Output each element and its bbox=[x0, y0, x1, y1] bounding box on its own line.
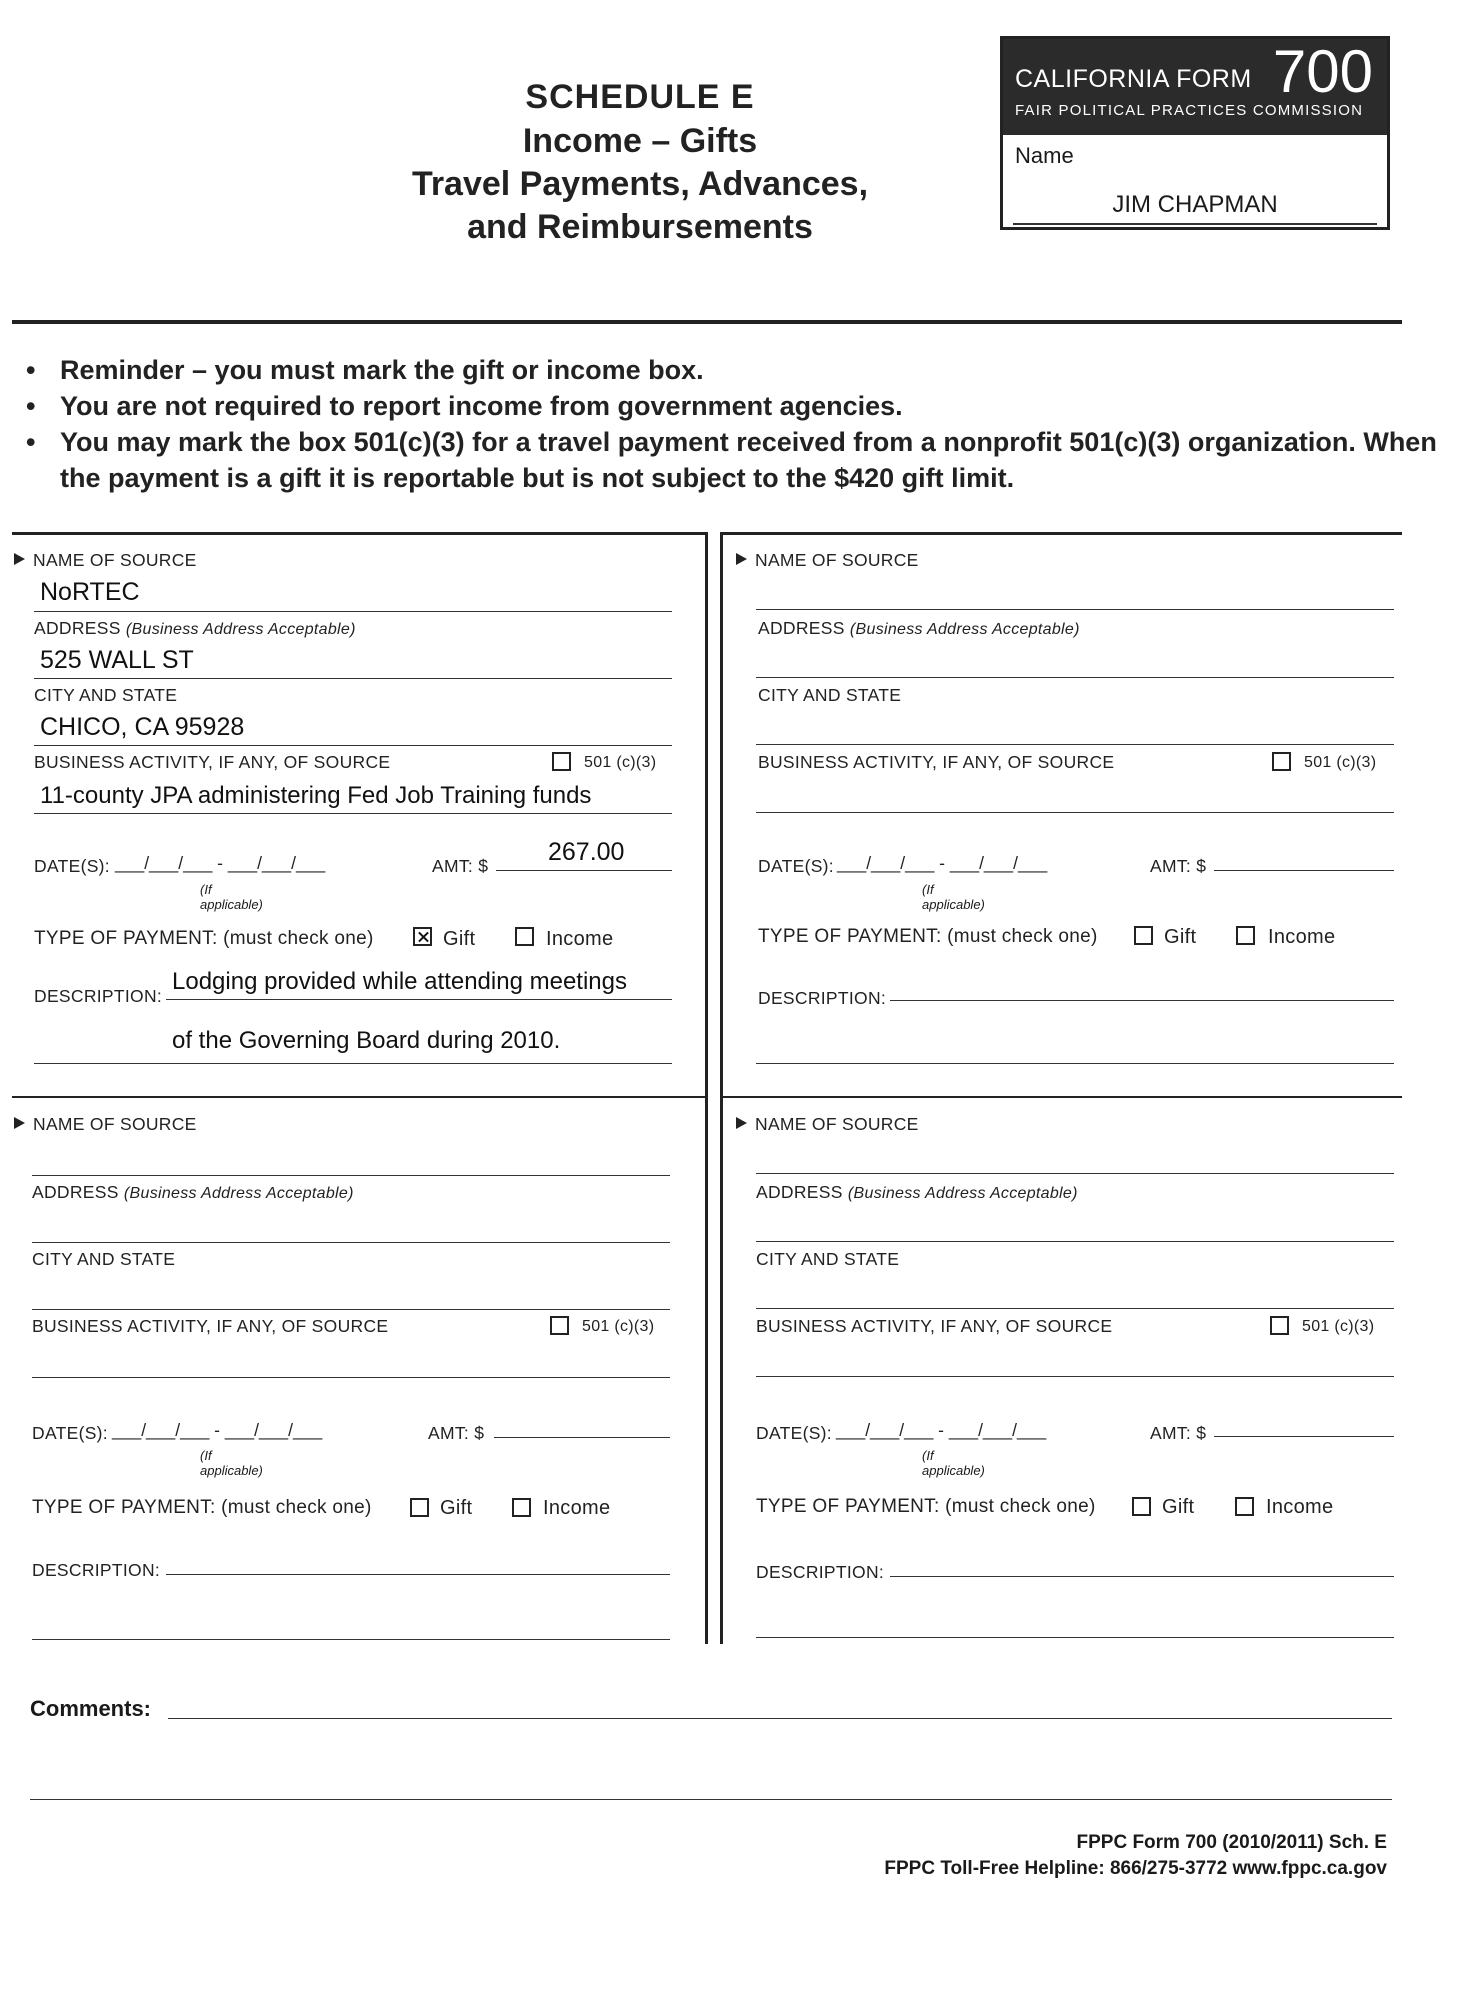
501c3-label: 501 (c)(3) bbox=[582, 1318, 655, 1335]
field-underline bbox=[32, 1639, 670, 1640]
field-underline bbox=[890, 1576, 1394, 1577]
field-underline bbox=[756, 1308, 1394, 1309]
dates-label: DATE(S): bbox=[34, 856, 110, 876]
form-label: CALIFORNIA FORM bbox=[1015, 65, 1252, 93]
gift-label: Gift bbox=[440, 1497, 473, 1519]
name-of-source-label: NAME OF SOURCE bbox=[736, 550, 919, 571]
dates-field[interactable]: ___/___/___ - ___/___/___ bbox=[115, 853, 326, 873]
filer-name-field[interactable]: JIM CHAPMAN bbox=[1112, 191, 1278, 218]
field-underline bbox=[32, 1175, 670, 1176]
address-field[interactable]: 525 WALL ST bbox=[40, 646, 194, 674]
amount-label: AMT: $ bbox=[1150, 856, 1207, 876]
type-of-payment-label: TYPE OF PAYMENT: (must check one) bbox=[34, 928, 374, 949]
filer-name-label: Name bbox=[1015, 143, 1074, 168]
if-applicable-note: (If applicable) bbox=[922, 882, 985, 912]
instructions-list bbox=[22, 352, 1442, 496]
field-underline bbox=[166, 1574, 670, 1575]
business-activity-label: BUSINESS ACTIVITY, IF ANY, OF SOURCE bbox=[32, 1316, 389, 1336]
arrow-icon bbox=[14, 1117, 25, 1129]
field-underline bbox=[32, 1309, 670, 1310]
type-of-payment-label: TYPE OF PAYMENT: (must check one) bbox=[32, 1497, 372, 1518]
city-state-label: CITY AND STATE bbox=[756, 1249, 900, 1269]
income-label: Income bbox=[543, 1497, 611, 1519]
description-line-2[interactable]: of the Governing Board during 2010. bbox=[172, 1027, 561, 1054]
description-label: DESCRIPTION: bbox=[32, 1560, 161, 1580]
field-underline bbox=[34, 611, 672, 612]
description-label: DESCRIPTION: bbox=[756, 1562, 885, 1582]
income-label: Income bbox=[1266, 1496, 1334, 1518]
dates-field[interactable]: ___/___/___ - ___/___/___ bbox=[836, 1420, 1047, 1440]
form-footer-id: FPPC Form 700 (2010/2011) Sch. E bbox=[1076, 1832, 1387, 1853]
field-underline bbox=[1214, 1436, 1394, 1437]
field-underline bbox=[34, 813, 672, 814]
grid-right-divider bbox=[720, 532, 723, 1644]
address-label: ADDRESS (Business Address Acceptable) bbox=[32, 1182, 354, 1202]
business-activity-label: BUSINESS ACTIVITY, IF ANY, OF SOURCE bbox=[34, 752, 391, 772]
instruction-item: • You may mark the box 501(c)(3) for a travel payment received from a nonprofit 501(c)(3) organization. When the payment is a gift it is reportable but is not subject to the $420 gift limit. bbox=[22, 424, 1442, 496]
description-label: DESCRIPTION: bbox=[34, 986, 163, 1006]
501c3-label: 501 (c)(3) bbox=[1302, 1318, 1375, 1335]
grid-left-divider bbox=[705, 532, 708, 1644]
dates-label: DATE(S): bbox=[32, 1423, 108, 1443]
field-underline bbox=[756, 1173, 1394, 1174]
field-underline bbox=[890, 1000, 1394, 1001]
dates-field[interactable]: ___/___/___ - ___/___/___ bbox=[112, 1420, 323, 1440]
field-underline bbox=[756, 812, 1394, 813]
field-underline bbox=[756, 1376, 1394, 1377]
gift-label: Gift bbox=[1164, 926, 1197, 948]
arrow-icon bbox=[736, 553, 747, 565]
header-divider bbox=[12, 320, 1402, 324]
schedule-title: SCHEDULE E bbox=[525, 78, 755, 116]
comments-field-line-2[interactable] bbox=[30, 1799, 1392, 1800]
description-label: DESCRIPTION: bbox=[758, 988, 887, 1008]
amount-label: AMT: $ bbox=[432, 856, 489, 876]
income-label: Income bbox=[546, 928, 614, 950]
grid-middle-left-rule bbox=[12, 1096, 705, 1098]
business-activity-label: BUSINESS ACTIVITY, IF ANY, OF SOURCE bbox=[758, 752, 1115, 772]
501c3-label: 501 (c)(3) bbox=[1304, 754, 1377, 771]
income-checkbox[interactable] bbox=[512, 1498, 531, 1517]
dates-label: DATE(S): bbox=[756, 1423, 832, 1443]
gift-checkbox[interactable] bbox=[413, 927, 432, 946]
field-underline bbox=[34, 745, 672, 746]
amount-field[interactable]: 267.00 bbox=[548, 838, 625, 866]
dates-label: DATE(S): bbox=[758, 856, 834, 876]
grid-top-right-rule bbox=[722, 532, 1402, 535]
grid-top-left-rule bbox=[12, 532, 707, 535]
if-applicable-note: (If applicable) bbox=[922, 1448, 985, 1478]
address-label: ADDRESS (Business Address Acceptable) bbox=[758, 618, 1080, 638]
gift-label: Gift bbox=[1162, 1496, 1195, 1518]
gift-checkbox[interactable] bbox=[1134, 926, 1153, 945]
comments-label: Comments: bbox=[30, 1696, 152, 1721]
income-checkbox[interactable] bbox=[1235, 1497, 1254, 1516]
name-of-source-label: NAME OF SOURCE bbox=[14, 1114, 197, 1135]
form-number: 700 bbox=[1272, 38, 1373, 105]
field-underline bbox=[496, 870, 672, 871]
field-underline bbox=[756, 1637, 1394, 1638]
field-underline bbox=[32, 1242, 670, 1243]
arrow-icon bbox=[14, 553, 25, 565]
gift-checkbox[interactable] bbox=[1132, 1497, 1151, 1516]
form-id-box bbox=[1000, 36, 1390, 230]
field-underline bbox=[756, 744, 1394, 745]
501c3-checkbox[interactable] bbox=[552, 752, 571, 771]
amount-label: AMT: $ bbox=[1150, 1423, 1207, 1443]
description-line-1[interactable]: Lodging provided while attending meetings bbox=[172, 968, 627, 995]
501c3-checkbox[interactable] bbox=[1270, 1316, 1289, 1335]
filer-name-underline bbox=[1013, 223, 1377, 225]
if-applicable-note: (If applicable) bbox=[200, 882, 263, 912]
field-underline bbox=[1214, 870, 1394, 871]
501c3-checkbox[interactable] bbox=[1272, 752, 1291, 771]
city-state-label: CITY AND STATE bbox=[758, 685, 902, 705]
city-state-label: CITY AND STATE bbox=[32, 1249, 176, 1269]
comments-field[interactable] bbox=[168, 1718, 1392, 1719]
city-state-label: CITY AND STATE bbox=[34, 685, 178, 705]
business-activity-field[interactable]: 11-county JPA administering Fed Job Training funds bbox=[40, 782, 592, 809]
gift-label: Gift bbox=[443, 928, 476, 950]
schedule-subtitle-1: Income – Gifts bbox=[522, 122, 758, 160]
field-underline bbox=[756, 1241, 1394, 1242]
commission-label: FAIR POLITICAL PRACTICES COMMISSION bbox=[1015, 102, 1364, 119]
income-checkbox[interactable] bbox=[515, 927, 534, 946]
if-applicable-note: (If applicable) bbox=[200, 1448, 263, 1478]
amount-label: AMT: $ bbox=[428, 1423, 485, 1443]
schedule-subtitle-3: and Reimbursements bbox=[467, 208, 813, 246]
business-activity-label: BUSINESS ACTIVITY, IF ANY, OF SOURCE bbox=[756, 1316, 1113, 1336]
field-underline bbox=[32, 1377, 670, 1378]
name-of-source-field[interactable]: NoRTEC bbox=[40, 578, 140, 606]
income-label: Income bbox=[1268, 926, 1336, 948]
field-underline bbox=[166, 999, 672, 1000]
field-underline bbox=[34, 1063, 672, 1064]
field-underline bbox=[756, 1063, 1394, 1064]
dates-field[interactable]: ___/___/___ - ___/___/___ bbox=[837, 853, 1048, 873]
type-of-payment-label: TYPE OF PAYMENT: (must check one) bbox=[756, 1496, 1096, 1517]
income-checkbox[interactable] bbox=[1236, 926, 1255, 945]
instruction-item: • You are not required to report income from government agencies. bbox=[22, 388, 1442, 424]
grid-middle-right-rule bbox=[723, 1096, 1402, 1098]
501c3-checkbox[interactable] bbox=[550, 1316, 569, 1335]
gift-checkbox[interactable] bbox=[410, 1498, 429, 1517]
arrow-icon bbox=[736, 1117, 747, 1129]
type-of-payment-label: TYPE OF PAYMENT: (must check one) bbox=[758, 926, 1098, 947]
schedule-subtitle-2: Travel Payments, Advances, bbox=[411, 165, 869, 203]
name-of-source-label: NAME OF SOURCE bbox=[736, 1114, 919, 1135]
city-state-field[interactable]: CHICO, CA 95928 bbox=[40, 713, 245, 741]
address-label: ADDRESS (Business Address Acceptable) bbox=[756, 1182, 1078, 1202]
form-id-header bbox=[1003, 39, 1387, 135]
field-underline bbox=[756, 677, 1394, 678]
form-footer-helpline: FPPC Toll-Free Helpline: 866/275-3772 www.fppc.ca.gov bbox=[884, 1858, 1387, 1879]
field-underline bbox=[494, 1437, 670, 1438]
field-underline bbox=[34, 678, 672, 679]
field-underline bbox=[756, 609, 1394, 610]
name-of-source-label: NAME OF SOURCE bbox=[14, 550, 197, 571]
501c3-label: 501 (c)(3) bbox=[584, 754, 657, 771]
instruction-item: • Reminder – you must mark the gift or income box. bbox=[22, 352, 1442, 388]
address-label: ADDRESS (Business Address Acceptable) bbox=[34, 618, 356, 638]
